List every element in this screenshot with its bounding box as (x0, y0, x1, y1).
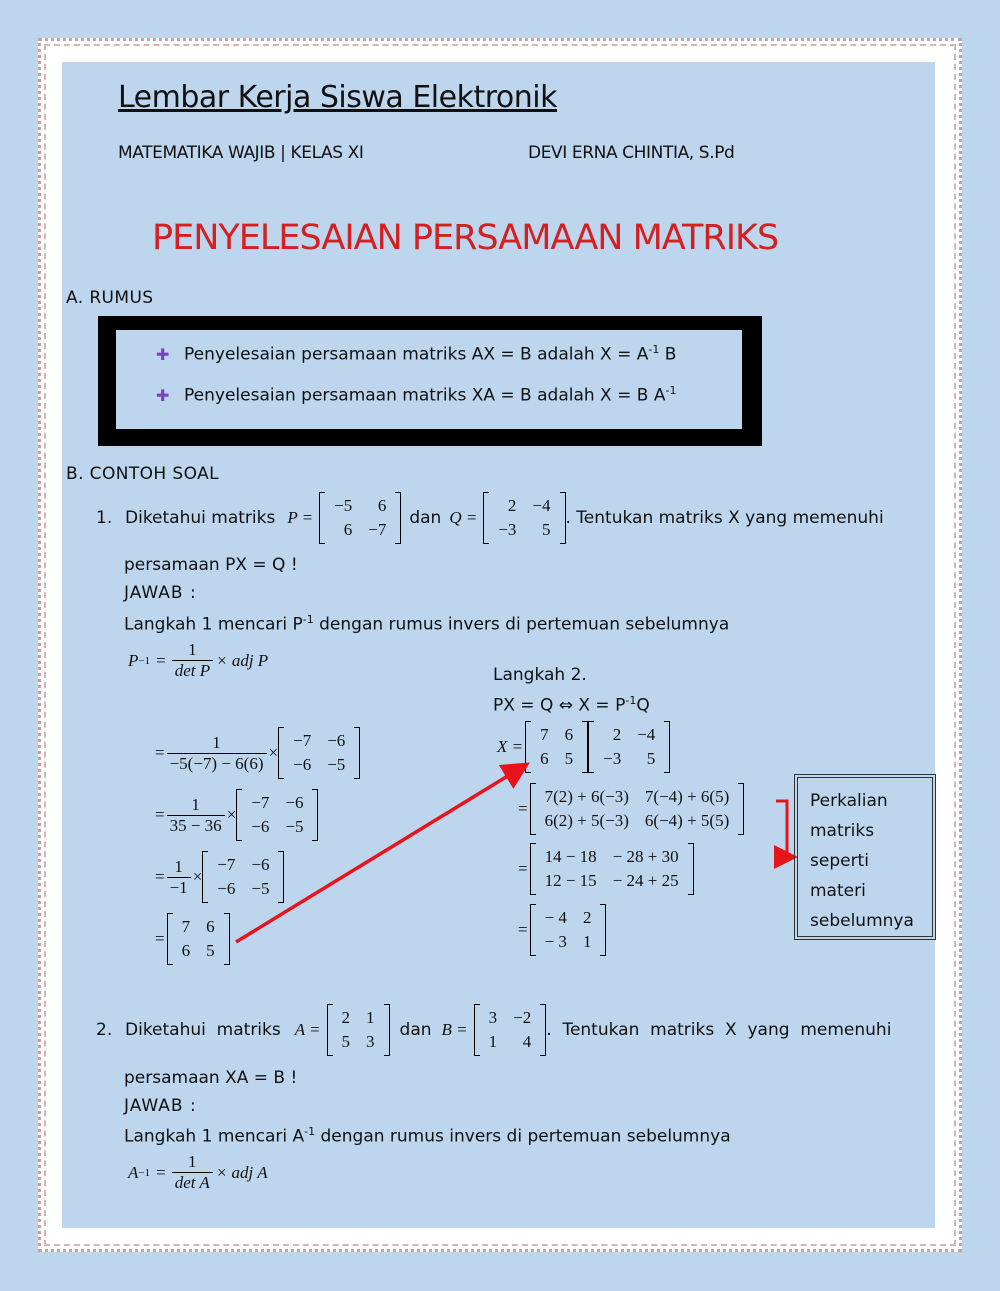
step-1-label-2: Langkah 1 mencari $A^{-1}$ dengan rumus invers di pertemuan sebelumnya (124, 1125, 731, 1147)
bullet-arrow-icon: ✚ (156, 385, 170, 405)
rule-item: ✚ Penyelesaian persamaan matriks AX = B adalah $X = A^{-1}$ B (156, 343, 677, 365)
main-title: PENYELESAIAN PERSAMAAN MATRIKS (152, 218, 779, 258)
bullet-arrow-icon: ✚ (156, 344, 170, 364)
section-a-heading: A. RUMUS (66, 288, 154, 308)
rule-item: ✚ Penyelesaian persamaan matriks XA = B adalah X = B $A^{-1}$ (156, 384, 677, 406)
question-1-line: 1. Diketahui matriks P = −5 6 6 −7 dan Q = 2 −4 −3 5 . Tentukan matriks X yang memenuhi (96, 492, 918, 544)
teacher-label: DEVI ERNA CHINTIA, S.Pd (528, 143, 735, 163)
worksheet-title: Lembar Kerja Siswa Elektronik (118, 80, 557, 115)
question-2-ask: persamaan XA = B ! (124, 1068, 298, 1088)
matrix-a: 2 1 5 3 (327, 1004, 390, 1056)
answer-label: JAWAB : (124, 583, 197, 603)
x-product: X = 7 6 6 5 2 −4 −3 5 (497, 721, 670, 773)
calc-step-1: = $\frac{1}{-5(-7) - 6(6)}$ × −7 −6 −6 −5 (155, 727, 360, 779)
calc-step-2: = $\frac{1}{35 - 36}$ × −7 −6 −6 −5 (155, 789, 318, 841)
multiplication-callout: Perkalian matriks seperti materi sebelumnya (797, 777, 933, 937)
matrix-b: 3 −2 1 4 (474, 1004, 547, 1056)
matrix-p: −5 6 6 −7 (319, 492, 401, 544)
step-2-label: Langkah 2. (493, 665, 587, 685)
x-product-sum: = 14 − 18 − 28 + 30 12 − 15 − 24 + 25 (518, 843, 694, 895)
section-b-heading: B. CONTOH SOAL (66, 464, 219, 484)
question-2-line: 2. Diketahui matriks A = 2 1 5 3 dan B = 3 −2 1 4 . Tentukan matriks X yang memenuhi (96, 1004, 918, 1056)
inverse-formula: P −1 = $\frac{1}{\text{det P}}$ × adj P (128, 640, 269, 680)
x-result: = − 4 2 − 3 1 (518, 904, 606, 956)
question-1-ask: persamaan PX = Q ! (124, 555, 298, 575)
x-product-expanded: = 7(2) + 6(−3) 7(−4) + 6(5) 6(2) + 5(−3) 6(−4) + 5(5) (518, 783, 744, 835)
subject-label: MATEMATIKA WAJIB | KELAS XI (118, 143, 364, 163)
step-2-equation: PX = Q ⇔ $X = P^{-1}Q$ (493, 694, 650, 716)
answer-label-2: JAWAB : (124, 1096, 197, 1116)
matrix-q: 2 −4 −3 5 (483, 492, 565, 544)
inverse-to-x-arrow (236, 766, 524, 942)
calc-inverse-result: = 7 6 6 5 (155, 913, 230, 965)
step-1-label: Langkah 1 mencari $P^{-1}$ dengan rumus invers di pertemuan sebelumnya (124, 613, 730, 635)
inverse-formula-2: A −1 = $\frac{1}{\text{det A}}$ × adj A (128, 1152, 268, 1192)
callout-arrow (776, 801, 792, 857)
calc-step-3: = $\frac{1}{-1}$ × −7 −6 −6 −5 (155, 851, 284, 903)
